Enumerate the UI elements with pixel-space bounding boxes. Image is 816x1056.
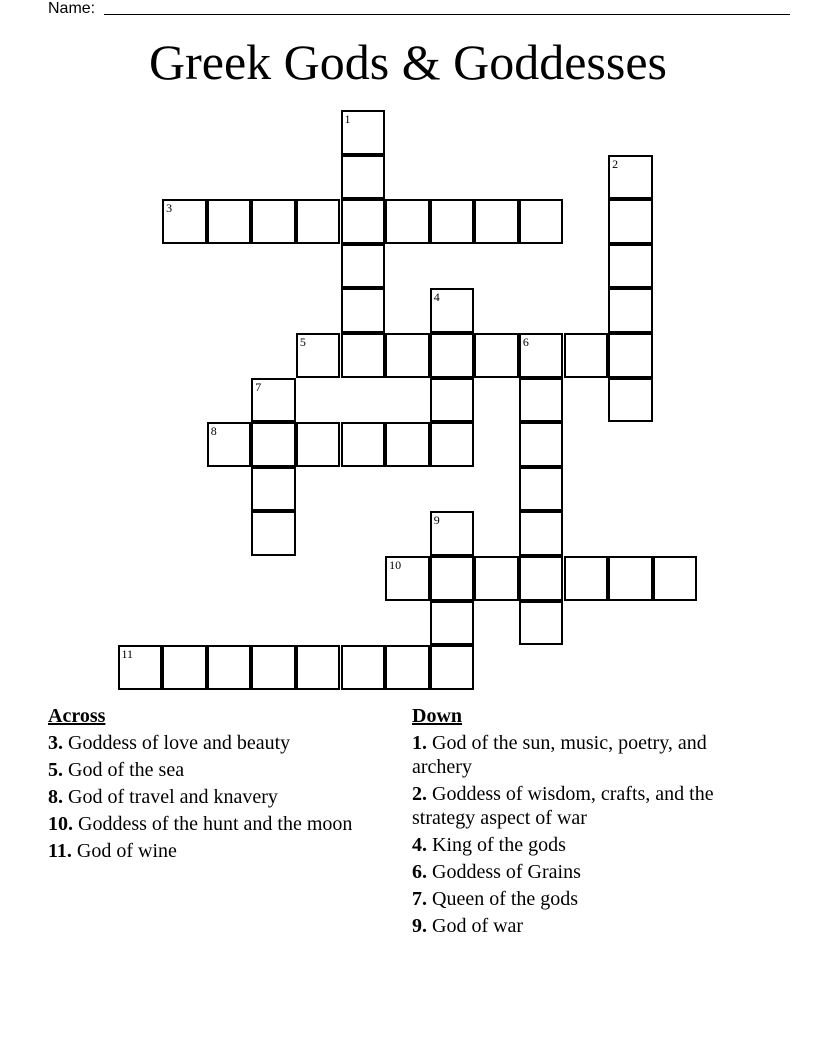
clue-item-text: God of travel and knavery [63, 786, 278, 808]
crossword-cell[interactable] [296, 333, 341, 378]
name-line [48, 0, 748, 20]
clue-number: 10 [389, 558, 402, 572]
clue-item-number: 6. [412, 861, 427, 883]
page-title: Greek Gods & Goddesses [149, 34, 667, 90]
crossword-cell[interactable] [162, 645, 207, 690]
crossword-cell[interactable] [296, 199, 341, 244]
crossword-cell[interactable] [162, 199, 207, 244]
clue-item-text: King of the gods [427, 834, 566, 856]
clue-item [48, 812, 398, 836]
crossword-cell[interactable] [430, 199, 475, 244]
crossword-cell[interactable] [251, 511, 296, 556]
crossword-cell[interactable] [608, 378, 653, 423]
clue-item-number: 2. [412, 783, 427, 805]
crossword-cell[interactable] [430, 378, 475, 423]
clue-item-text: Goddess of love and beauty [63, 732, 291, 754]
clue-item [412, 860, 762, 884]
crossword-cell[interactable] [430, 601, 475, 646]
clue-item-text: Goddess of wisdom, crafts, and the strategy aspect of war [412, 783, 714, 829]
across-clue-list [48, 731, 398, 863]
clue-number: 5 [299, 335, 306, 349]
clue-item-number: 10. [48, 813, 73, 835]
crossword-cell[interactable] [341, 333, 386, 378]
clue-item [412, 887, 762, 911]
clue-item [412, 782, 762, 830]
clue-number: 11 [121, 647, 134, 662]
crossword-cell[interactable] [519, 199, 564, 244]
clue-item-text: God of wine [71, 840, 177, 862]
crossword-cell[interactable] [341, 110, 386, 155]
name-label: Name: [48, 0, 96, 17]
crossword-cell[interactable] [251, 467, 296, 512]
clue-number: 7 [255, 379, 262, 394]
crossword-cell[interactable] [341, 288, 386, 333]
across-clues [48, 704, 398, 863]
clue-item [48, 785, 398, 809]
crossword-cell[interactable] [430, 288, 475, 333]
crossword-cell[interactable] [430, 422, 475, 467]
crossword-cell[interactable] [564, 333, 609, 378]
crossword-cell[interactable] [251, 199, 296, 244]
clue-item-number: 4. [412, 834, 427, 856]
crossword-cell[interactable] [430, 333, 475, 378]
clue-item [48, 758, 398, 782]
crossword-cell[interactable] [341, 244, 386, 289]
clue-item [412, 731, 762, 779]
crossword-cell[interactable] [608, 199, 653, 244]
crossword-cell[interactable] [430, 556, 475, 601]
clue-item [412, 833, 762, 857]
crossword-cell[interactable] [251, 422, 296, 467]
crossword-cell[interactable] [385, 422, 430, 467]
crossword-cell[interactable] [385, 333, 430, 378]
crossword-cell[interactable] [608, 333, 653, 378]
crossword-cell[interactable] [341, 422, 386, 467]
crossword-cell[interactable] [653, 556, 698, 601]
clue-item-number: 9. [412, 915, 427, 937]
crossword-cell[interactable] [519, 422, 564, 467]
clue-number: 9 [433, 513, 440, 528]
crossword-cell[interactable] [251, 378, 296, 423]
clue-item [412, 914, 762, 938]
down-clues [412, 704, 762, 938]
crossword-cell[interactable] [608, 244, 653, 289]
crossword-cell[interactable] [341, 155, 386, 200]
crossword-cell[interactable] [341, 645, 386, 690]
clue-item [48, 839, 398, 863]
crossword-cell[interactable] [207, 645, 252, 690]
clue-number: 4 [433, 290, 440, 305]
clue-item-text: God of war [427, 915, 524, 937]
crossword-cell[interactable] [251, 645, 296, 690]
clue-item-number: 1. [412, 732, 427, 754]
crossword-cell[interactable] [564, 556, 609, 601]
clue-item-text: Goddess of Grains [427, 861, 581, 883]
down-heading: Down [412, 705, 463, 727]
crossword-cell[interactable] [519, 511, 564, 556]
crossword-cell[interactable] [296, 422, 341, 467]
name-write-line[interactable] [104, 14, 790, 15]
clue-number: 6 [522, 335, 529, 349]
clue-item [48, 731, 398, 755]
clue-item-text: Goddess of the hunt and the moon [73, 813, 353, 835]
crossword-cell[interactable] [430, 511, 475, 556]
crossword-cell[interactable] [474, 199, 519, 244]
clue-number: 2 [612, 156, 619, 171]
crossword-cell[interactable] [385, 645, 430, 690]
clue-item-number: 7. [412, 888, 427, 910]
crossword-cell[interactable] [519, 467, 564, 512]
crossword-cell[interactable] [296, 645, 341, 690]
crossword-cell[interactable] [519, 333, 564, 378]
crossword-cell[interactable] [608, 556, 653, 601]
crossword-cell[interactable] [430, 645, 475, 690]
down-clue-list [412, 731, 762, 938]
crossword-cell[interactable] [385, 556, 430, 601]
clue-item-text: God of the sea [63, 759, 185, 781]
crossword-cell[interactable] [474, 333, 519, 378]
crossword-cell[interactable] [207, 422, 252, 467]
clue-item-number: 8. [48, 786, 63, 808]
crossword-cell[interactable] [519, 556, 564, 601]
crossword-cell[interactable] [207, 199, 252, 244]
clue-item-number: 11. [48, 840, 72, 862]
crossword-cell[interactable] [608, 288, 653, 333]
clue-item-text: Queen of the gods [427, 888, 579, 910]
crossword-cell[interactable] [519, 601, 564, 646]
crossword-cell[interactable] [385, 199, 430, 244]
crossword-cell[interactable] [341, 199, 386, 244]
crossword-cell[interactable] [608, 155, 653, 200]
clue-number: 3 [166, 201, 173, 216]
clue-item-text: God of the sun, music, poetry, and archery [412, 732, 707, 778]
clue-item-number: 3. [48, 732, 63, 754]
across-heading: Across [48, 705, 106, 727]
crossword-cell[interactable] [118, 645, 163, 690]
clue-item-number: 5. [48, 759, 63, 781]
clue-number: 1 [344, 112, 351, 126]
crossword-cell[interactable] [519, 378, 564, 423]
clue-number: 8 [210, 424, 217, 439]
crossword-cell[interactable] [474, 556, 519, 601]
